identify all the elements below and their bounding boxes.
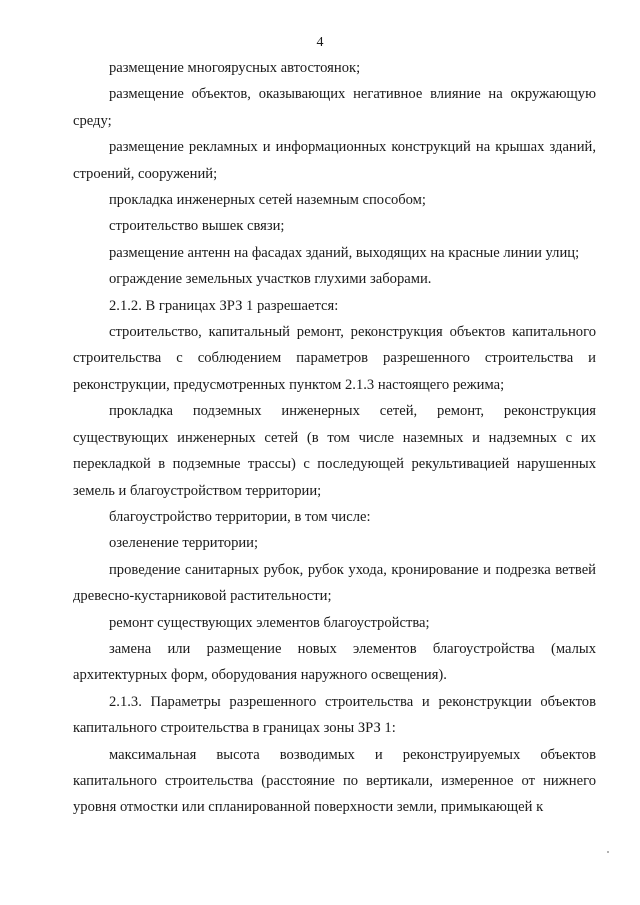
paragraph: благоустройство территории, в том числе:	[109, 508, 371, 525]
paragraph: прокладка подземных инженерных сетей, ремонт, реконструкция существующих инженерных сетей (в том числе наземных и надземных с их перекладкой в подземные трассы) с последующей рекультивацией нарушенных земель и благоустройством территории;	[73, 403, 596, 499]
paragraph: ограждение земельных участков глухими заборами.	[109, 271, 432, 288]
paragraph: прокладка инженерных сетей наземным способом;	[109, 192, 426, 209]
paragraph: максимальная высота возводимых и реконструируемых объектов капитального строительства (расстояние по вертикали, измеренное от нижнего уровня отмостки или спланированной поверхности земли, примыкающей к	[73, 746, 596, 816]
paragraph: озеленение территории;	[109, 535, 259, 552]
paragraph: строительство, капитальный ремонт, реконструкция объектов капитального строительства с соблюдением параметров разрешенного строительства и реконструкции, предусмотренных пунктом 2.1.3 настоящего режима;	[73, 324, 596, 393]
paragraph: ремонт существующих элементов благоустройства;	[109, 614, 430, 631]
page-number: 4	[316, 35, 324, 50]
section-heading: 2.1.2. В границах ЗРЗ 1 разрешается:	[109, 297, 339, 314]
paragraph: строительство вышек связи;	[109, 218, 285, 235]
paragraph: размещение рекламных и информационных конструкций на крышах зданий, строений, сооружений;	[73, 139, 596, 182]
paragraph: размещение многоярусных автостоянок;	[109, 60, 361, 76]
paragraph: замена или размещение новых элементов благоустройства (малых архитектурных форм, оборудования наружного освещения).	[73, 640, 596, 684]
paragraph: размещение объектов, оказывающих негативное влияние на окружающую среду;	[73, 86, 596, 129]
scan-speck	[607, 851, 609, 853]
paragraph: размещение антенн на фасадах зданий, выходящих на красные линии улиц;	[109, 244, 580, 261]
paragraph: проведение санитарных рубок, рубок ухода, кронирование и подрезка ветвей древесно-кустарниковой растительности;	[73, 561, 596, 605]
section-heading: 2.1.3. Параметры разрешенного строительства и реконструкции объектов капитального строительства в границах зоны ЗРЗ 1:	[73, 693, 596, 737]
document-body	[73, 55, 596, 821]
